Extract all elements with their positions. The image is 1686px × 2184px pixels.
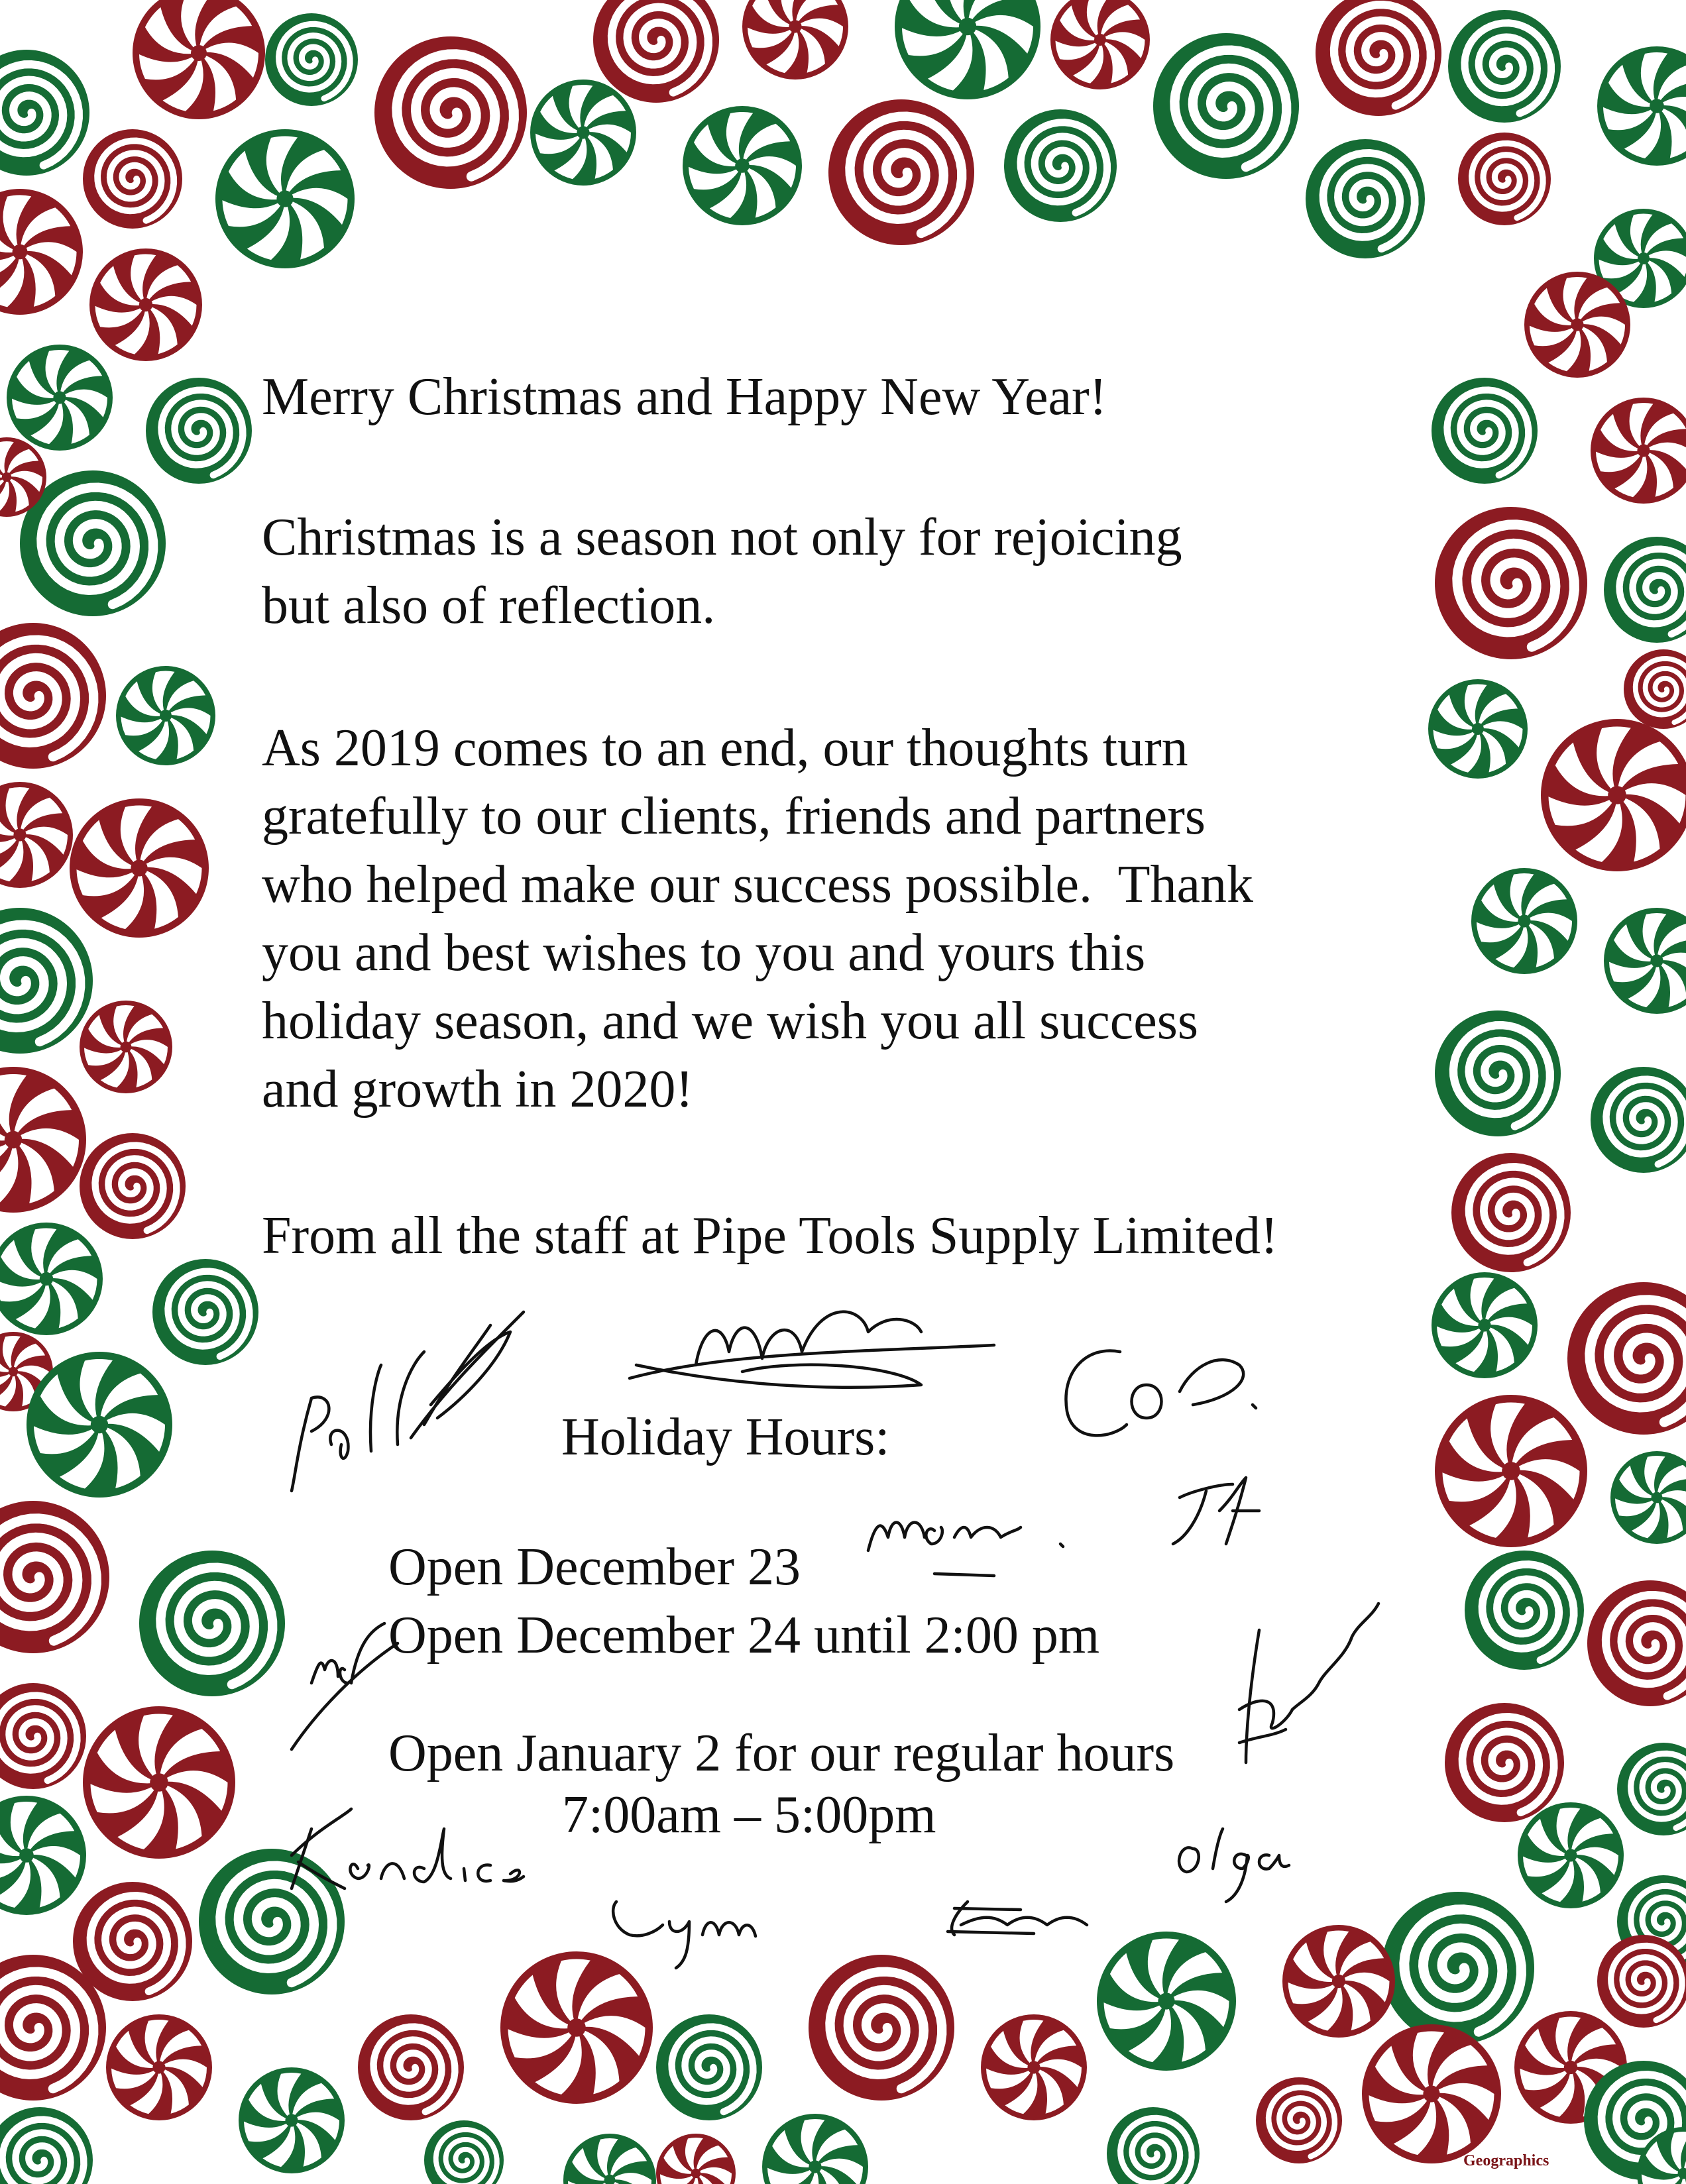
greeting-heading: Merry Christmas and Happy New Year! [262, 368, 1107, 426]
peppermint-spiral-candy [1435, 1010, 1561, 1136]
hours-line: Open December 24 until 2:00 pm [388, 1606, 1100, 1665]
peppermint-pinwheel-candy [500, 1951, 653, 2104]
peppermint-spiral-candy [0, 2107, 93, 2184]
peppermint-spiral-candy [358, 2014, 464, 2120]
peppermint-pinwheel-candy [70, 798, 209, 938]
peppermint-pinwheel-candy [106, 2014, 212, 2120]
peppermint-pinwheel-candy [133, 0, 265, 119]
peppermint-pinwheel-candy [530, 80, 636, 186]
peppermint-pinwheel-candy [1432, 1272, 1538, 1378]
regular-hours-block [388, 1723, 1174, 1846]
peppermint-spiral-candy [265, 13, 358, 106]
peppermint-pinwheel-candy [1541, 719, 1686, 871]
peppermint-spiral-candy [1597, 1935, 1686, 2028]
peppermint-spiral-candy [152, 1259, 258, 1365]
peppermint-spiral-candy [1306, 139, 1425, 258]
peppermint-spiral-candy [0, 908, 93, 1054]
peppermint-pinwheel-candy [0, 189, 83, 315]
peppermint-spiral-candy [146, 378, 252, 484]
peppermint-pinwheel-candy [1471, 868, 1577, 974]
peppermint-pinwheel-candy [981, 2014, 1087, 2120]
thanks-line: gratefully to our clients, friends and partners [262, 787, 1206, 846]
peppermint-spiral-candy [809, 1955, 954, 2101]
peppermint-spiral-candy [1591, 1067, 1686, 1173]
peppermint-spiral-candy [1316, 0, 1441, 116]
peppermint-pinwheel-candy [27, 1352, 172, 1498]
peppermint-pinwheel-candy [89, 248, 202, 361]
peppermint-spiral-candy [1567, 1282, 1686, 1435]
peppermint-spiral-candy [0, 1683, 86, 1789]
peppermint-pinwheel-candy [1050, 0, 1150, 89]
peppermint-spiral-candy [1624, 649, 1686, 729]
peppermint-pinwheel-candy [7, 345, 113, 451]
peppermint-pinwheel-candy [1518, 1802, 1624, 1908]
peppermint-spiral-candy [1458, 133, 1551, 225]
reflection-line: but also of reflection. [262, 576, 716, 635]
peppermint-pinwheel-candy [0, 782, 73, 888]
peppermint-spiral-candy [1432, 378, 1538, 484]
peppermint-pinwheel-candy [742, 0, 848, 80]
peppermint-pinwheel-candy [762, 2114, 868, 2184]
peppermint-spiral-candy [1153, 33, 1299, 179]
from-staff-line: From all the staff at Pipe Tools Supply Limited! [262, 1207, 1278, 1265]
peppermint-spiral-candy [1445, 1703, 1564, 1822]
peppermint-spiral-candy [1256, 2077, 1342, 2163]
peppermint-pinwheel-candy [83, 1706, 235, 1859]
peppermint-pinwheel-candy [239, 2067, 345, 2173]
peppermint-spiral-candy [0, 50, 89, 176]
peppermint-spiral-candy [1435, 507, 1587, 659]
peppermint-pinwheel-candy [1524, 272, 1630, 378]
peppermint-spiral-candy [1107, 2107, 1200, 2184]
peppermint-pinwheel-candy [0, 1796, 86, 1915]
regular-hours-line: Open January 2 for our regular hours [388, 1724, 1175, 1782]
footer-brand: Geographics [1463, 2152, 1549, 2169]
peppermint-pinwheel-candy [1282, 1925, 1395, 2038]
reflection-line: Christmas is a season not only for rejoicing [262, 508, 1182, 567]
regular-hours-time: 7:00am – 5:00pm [562, 1786, 936, 1844]
peppermint-pinwheel-candy [80, 1001, 172, 1093]
peppermint-spiral-candy [0, 623, 106, 769]
peppermint-pinwheel-candy [1435, 1395, 1587, 1547]
peppermint-spiral-candy [199, 1849, 345, 1994]
peppermint-pinwheel-candy [1610, 1451, 1686, 1544]
peppermint-spiral-candy [828, 99, 974, 245]
peppermint-spiral-candy [80, 1133, 186, 1239]
peppermint-pinwheel-candy [1597, 46, 1686, 166]
peppermint-pinwheel-candy [563, 2134, 656, 2184]
peppermint-pinwheel-candy [656, 2134, 736, 2184]
reflection-paragraph [262, 504, 1182, 640]
peppermint-spiral-candy [1448, 10, 1561, 123]
peppermint-spiral-candy [1451, 1153, 1571, 1272]
peppermint-pinwheel-candy [0, 1223, 103, 1335]
thanks-line: and growth in 2020! [262, 1060, 694, 1119]
peppermint-spiral-candy [83, 129, 182, 229]
peppermint-spiral-candy [1617, 1743, 1686, 1835]
peppermint-pinwheel-candy [116, 666, 215, 765]
peppermint-pinwheel-candy [215, 129, 355, 268]
peppermint-pinwheel-candy [1097, 1932, 1236, 2071]
peppermint-spiral-candy [593, 0, 719, 103]
peppermint-pinwheel-candy [683, 106, 802, 225]
peppermint-spiral-candy [1604, 537, 1686, 643]
peppermint-pinwheel-candy [1604, 908, 1686, 1014]
peppermint-spiral-candy [1587, 1580, 1686, 1706]
peppermint-spiral-candy [139, 1551, 285, 1696]
holiday-hours-heading: Holiday Hours: [561, 1408, 890, 1466]
peppermint-pinwheel-candy [1591, 398, 1686, 504]
thanks-line: you and best wishes to you and yours this [262, 924, 1146, 982]
thanks-line: holiday season, and we wish you all success [262, 992, 1199, 1050]
holiday-hours-list [388, 1533, 1099, 1670]
peppermint-pinwheel-candy [1428, 679, 1528, 779]
peppermint-spiral-candy [1465, 1551, 1584, 1670]
peppermint-spiral-candy [1382, 1892, 1534, 2044]
peppermint-pinwheel-candy [1362, 2024, 1501, 2163]
peppermint-pinwheel-candy [895, 0, 1040, 99]
peppermint-spiral-candy [0, 1501, 109, 1653]
peppermint-spiral-candy [424, 2120, 504, 2184]
peppermint-pinwheel-candy [0, 1067, 86, 1213]
peppermint-spiral-candy [656, 2014, 762, 2120]
thanks-line: As 2019 comes to an end, our thoughts turn [262, 719, 1188, 777]
thanks-line: who helped make our success possible. Thank [262, 855, 1253, 914]
thanks-paragraph [262, 714, 1253, 1124]
peppermint-spiral-candy [374, 36, 527, 189]
hours-line: Open December 23 [388, 1538, 801, 1596]
peppermint-spiral-candy [1004, 109, 1117, 222]
